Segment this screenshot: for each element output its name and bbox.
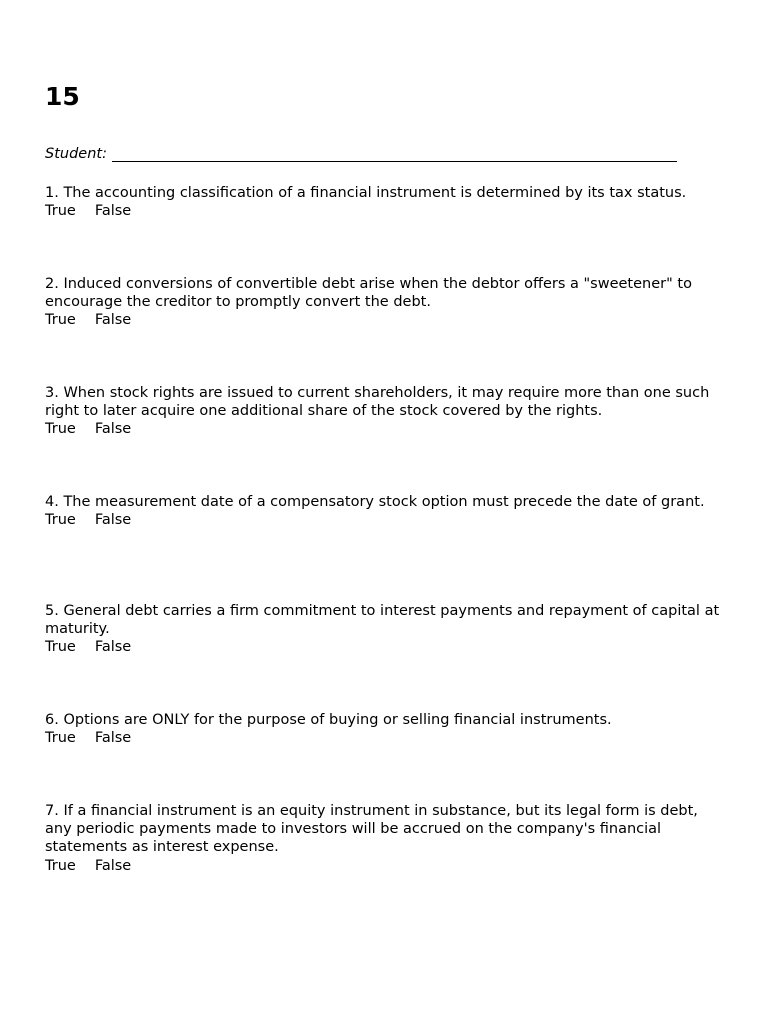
option-false[interactable]: False bbox=[94, 512, 132, 529]
question-text: Options are ONLY for the purpose of buying or selling financial instruments. bbox=[63, 712, 612, 728]
question-text: When stock rights are issued to current shareholders, it may require more than one such right to later acquire one additional share of the stock covered by the rights. bbox=[45, 385, 710, 420]
question-1 bbox=[45, 184, 725, 220]
question-text: General debt carries a firm commitment to interest payments and repayment of capital at maturity. bbox=[45, 603, 720, 638]
chapter-number: 15 bbox=[45, 82, 80, 111]
question-text: The accounting classification of a financial instrument is determined by its tax status. bbox=[63, 185, 687, 201]
student-name-line bbox=[45, 145, 685, 163]
option-false[interactable]: False bbox=[94, 203, 132, 220]
option-true[interactable]: True bbox=[45, 730, 76, 747]
question-text: If a financial instrument is an equity instrument in substance, but its legal form is debt, any periodic payments made to investors will be accrued on the company's financial statements as interest expense. bbox=[45, 803, 698, 856]
question-number: 6. bbox=[45, 712, 59, 728]
question-number: 5. bbox=[45, 603, 59, 619]
option-true[interactable]: True bbox=[45, 312, 76, 329]
student-name-blank[interactable] bbox=[112, 145, 677, 162]
question-number: 7. bbox=[45, 803, 59, 819]
question-3 bbox=[45, 384, 725, 439]
question-6 bbox=[45, 711, 725, 747]
option-true[interactable]: True bbox=[45, 203, 76, 220]
question-7 bbox=[45, 802, 725, 875]
student-label: Student: bbox=[45, 146, 107, 162]
answer-options bbox=[45, 311, 725, 329]
option-true[interactable]: True bbox=[45, 512, 76, 529]
answer-options bbox=[45, 511, 725, 529]
option-true[interactable]: True bbox=[45, 421, 76, 438]
option-true[interactable]: True bbox=[45, 857, 76, 874]
answer-options bbox=[45, 638, 725, 656]
option-false[interactable]: False bbox=[94, 857, 132, 874]
question-4 bbox=[45, 493, 725, 529]
option-false[interactable]: False bbox=[94, 730, 132, 747]
answer-options bbox=[45, 857, 725, 875]
option-false[interactable]: False bbox=[94, 421, 132, 438]
option-false[interactable]: False bbox=[94, 312, 132, 329]
question-number: 1. bbox=[45, 185, 59, 201]
answer-options bbox=[45, 420, 725, 438]
question-number: 3. bbox=[45, 385, 59, 401]
answer-options bbox=[45, 729, 725, 747]
question-number: 2. bbox=[45, 276, 59, 292]
answer-options bbox=[45, 202, 725, 220]
question-number: 4. bbox=[45, 494, 59, 510]
question-5 bbox=[45, 602, 725, 657]
option-false[interactable]: False bbox=[94, 639, 132, 656]
question-text: Induced conversions of convertible debt arise when the debtor offers a "sweetener" to encourage the creditor to promptly convert the debt. bbox=[45, 276, 692, 311]
question-2 bbox=[45, 275, 725, 330]
question-text: The measurement date of a compensatory stock option must precede the date of grant. bbox=[63, 494, 705, 510]
option-true[interactable]: True bbox=[45, 639, 76, 656]
